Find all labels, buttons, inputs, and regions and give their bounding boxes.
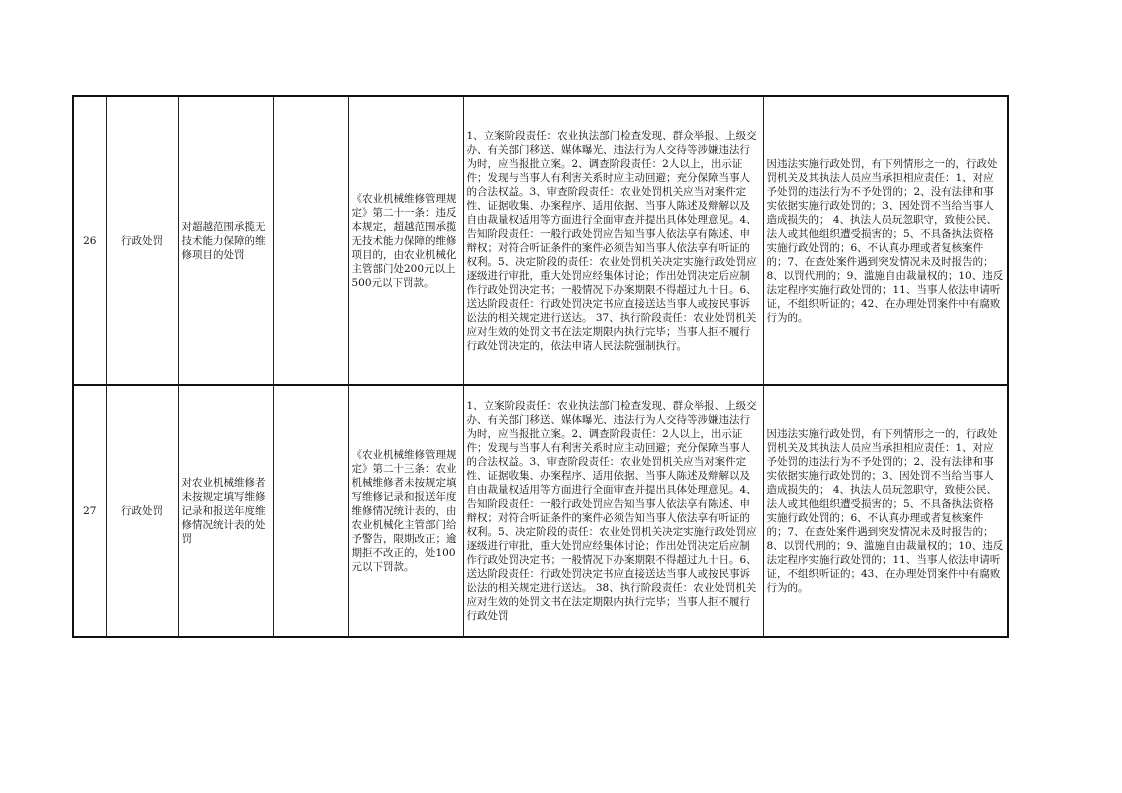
responsibility-table: [72, 95, 1009, 638]
sub-item-name: [273, 385, 348, 637]
accountability-cases: 因违法实施行政处罚，有下列情形之一的，行政处罚机关及其执法人员应当承担相应责任：1、对应予处罚的违法行为不予处罚的；2、没有法律和事实依据实施行政处罚的；3、因处罚不当给当事人造成损失的； 4、执法人员玩忽职守，致使公民、法人或其他组织遭受损害的；5、不具备执法资格实施行政处罚的；6、不认真办理或者复核案件的；7、在查处案件遇到突发情况未及时报告的；8、以罚代刑的；9、滥施自由裁量权的；10、违反法定程序实施行政处罚的；11、当事人依法申请听证，不组织听证的；43、在办理处罚案件中有腐败行为的。: [763, 385, 1008, 637]
table-row: [73, 96, 1008, 385]
sub-item-name: [273, 96, 348, 385]
accountability-cases: 因违法实施行政处罚，有下列情形之一的，行政处罚机关及其执法人员应当承担相应责任：1、对应予处罚的违法行为不予处罚的；2、没有法律和事实依据实施行政处罚的；3、因处罚不当给当事人造成损失的； 4、执法人员玩忽职守，致使公民、法人或其他组织遭受损害的；5、不具备执法资格实施行政处罚的；6、不认真办理或者复核案件的；7、在查处案件遇到突发情况未及时报告的；8、以罚代刑的；9、滥施自由裁量权的；10、违反法定程序实施行政处罚的；11、当事人依法申请听证，不组织听证的；42、在办理处罚案件中有腐败行为的。: [763, 96, 1008, 385]
legal-basis: 《农业机械维修管理规定》第二十三条：农业机械维修者未按规定填写维修记录和报送年度维修情况统计表的，由农业机械化主管部门给予警告，限期改正；逾期拒不改正的，处100元以下罚款。: [348, 385, 463, 637]
legal-basis: 《农业机械维修管理规定》第二十一条：违反本规定，超越范围承揽无技术能力保障的维修项目的，由农业机械化主管部门处200元以上500元以下罚款。: [348, 96, 463, 385]
row-number: 27: [73, 385, 106, 637]
power-item-name: 对农业机械维修者未按规定填写维修记录和报送年度维修情况统计表的处罚: [178, 385, 273, 637]
power-category: 行政处罚: [106, 385, 178, 637]
responsibility-items: 1、立案阶段责任：农业执法部门检查发现、群众举报、上级交办、有关部门移送、媒体曝光、违法行为人交待等涉嫌违法行为时，应当报批立案。2、调查阶段责任：2人以上，出示证件；发现与当事人有利害关系时应主动回避；充分保障当事人的合法权益。3、审查阶段责任：农业处罚机关应当对案件定性、证据收集、办案程序、适用依据、当事人陈述及辩解以及自由裁量权适用等方面进行全面审查并提出具体处理意见。4、告知阶段责任：一般行政处罚应告知当事人依法享有陈述、申辩权；对符合听证条件的案件必须告知当事人依法享有听证的权利。5、决定阶段的责任：农业处罚机关决定实施行政处罚应逐级进行审批，重大处罚应经集体讨论；作出处罚决定后应制作行政处罚决定书；一般情况下办案期限不得超过九十日。6、送达阶段责任：行政处罚决定书应直接送达当事人或按民事诉讼法的相关规定进行送达。 37、执行阶段责任：农业处罚机关应对生效的处罚文书在法定期限内执行完毕；当事人拒不履行行政处罚决定的，依法申请人民法院强制执行。: [463, 96, 763, 385]
power-category: 行政处罚: [106, 96, 178, 385]
power-item-name: 对超越范围承揽无技术能力保障的维修项目的处罚: [178, 96, 273, 385]
responsibility-items: 1、立案阶段责任：农业执法部门检查发现、群众举报、上级交办、有关部门移送、媒体曝光、违法行为人交待等涉嫌违法行为时，应当报批立案。2、调查阶段责任：2人以上，出示证件；发现与当事人有利害关系时应主动回避；充分保障当事人的合法权益。3、审查阶段责任：农业处罚机关应当对案件定性、证据收集、办案程序、适用依据、当事人陈述及辩解以及自由裁量权适用等方面进行全面审查并提出具体处理意见。4、告知阶段责任：一般行政处罚应告知当事人依法享有陈述、申辩权；对符合听证条件的案件必须告知当事人依法享有听证的权利。5、决定阶段的责任：农业处罚机关决定实施行政处罚应逐级进行审批，重大处罚应经集体讨论；作出处罚决定后应制作行政处罚决定书；一般情况下办案期限不得超过九十日。6、送达阶段责任：行政处罚决定书应直接送达当事人或按民事诉讼法的相关规定进行送达。 38、执行阶段责任：农业处罚机关应对生效的处罚文书在法定期限内执行完毕；当事人拒不履行行政处罚: [463, 385, 763, 637]
row-number: 26: [73, 96, 106, 385]
table-row: [73, 385, 1008, 637]
